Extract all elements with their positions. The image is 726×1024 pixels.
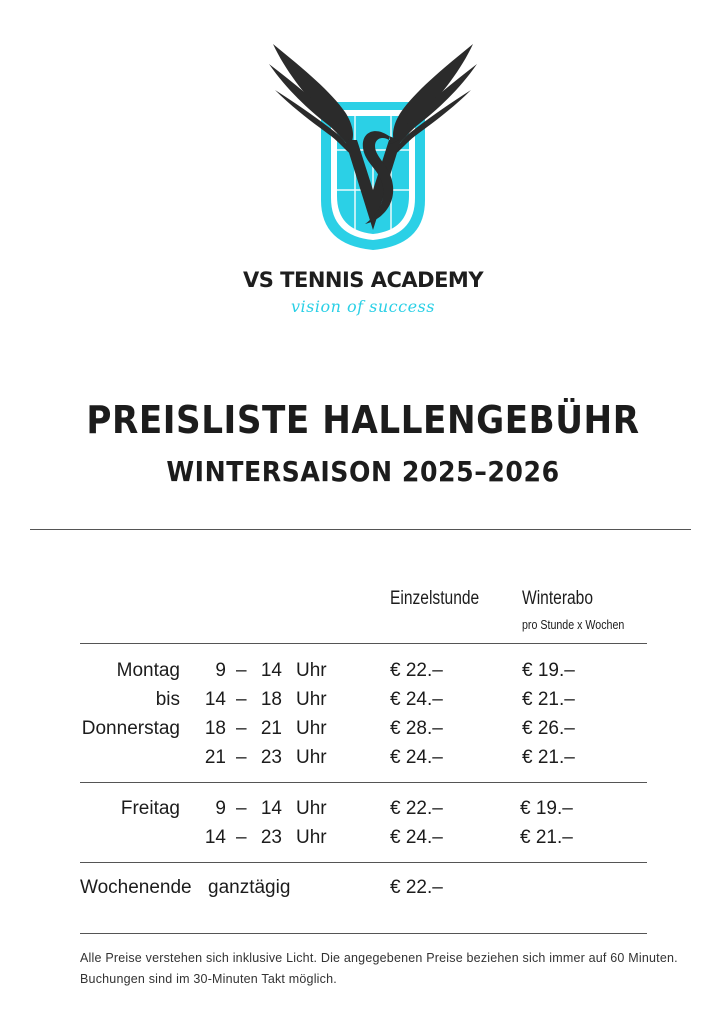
footer-line: Alle Preise verstehen sich inklusive Licht. Die angegebenen Preise beziehen sich immer auf 60 Minuten. — [80, 951, 678, 965]
price-single: € 28.– — [390, 718, 443, 739]
footer-note — [80, 948, 680, 990]
time-unit: Uhr — [296, 718, 327, 739]
price-season: € 26.– — [522, 718, 575, 739]
time-to: 14 — [260, 660, 282, 681]
price-season: € 19.– — [520, 798, 573, 819]
weekend-time: ganztägig — [208, 877, 291, 898]
weekday-divider — [80, 782, 647, 783]
price-single: € 22.– — [390, 798, 443, 819]
time-to: 23 — [260, 747, 282, 768]
time-dash: – — [236, 747, 247, 768]
swan-shield-logo-icon — [265, 40, 481, 258]
header-divider — [80, 643, 647, 644]
friday-divider — [80, 862, 647, 863]
footer-line: Buchungen sind im 30-Minuten Takt möglich. — [80, 972, 337, 986]
weekend-label: Wochenende — [80, 877, 192, 898]
top-divider — [30, 529, 691, 530]
price-single: € 24.– — [390, 747, 443, 768]
brand-tagline: vision of success — [291, 297, 435, 316]
time-to: 14 — [260, 798, 282, 819]
time-dash: – — [236, 689, 247, 710]
price-season: € 21.– — [522, 689, 575, 710]
time-to: 21 — [260, 718, 282, 739]
time-dash: – — [236, 718, 247, 739]
price-single: € 24.– — [390, 827, 443, 848]
time-from: 9 — [215, 660, 226, 681]
time-to: 18 — [260, 689, 282, 710]
time-from: 18 — [204, 718, 226, 739]
time-unit: Uhr — [296, 827, 327, 848]
price-single: € 24.– — [390, 689, 443, 710]
price-single: € 22.– — [390, 877, 443, 898]
column-header-season: Winterabo — [522, 588, 594, 609]
time-unit: Uhr — [296, 660, 327, 681]
weekday-label: Donnerstag — [81, 718, 180, 739]
price-season: € 19.– — [522, 660, 575, 681]
column-header-single: Einzelstunde — [390, 588, 480, 609]
weekday-label: Montag — [116, 660, 180, 681]
page-title: PREISLISTE HALLENGEBÜHR — [86, 398, 640, 442]
academy-logo — [265, 40, 481, 258]
time-unit: Uhr — [296, 689, 327, 710]
column-header-season-note: pro Stunde x Wochen — [522, 617, 625, 632]
page-subtitle: WINTERSAISON 2025–2026 — [166, 455, 560, 488]
time-from: 14 — [204, 827, 226, 848]
time-unit: Uhr — [296, 798, 327, 819]
time-from: 21 — [204, 747, 226, 768]
price-season: € 21.– — [522, 747, 575, 768]
brand-name: VS TENNIS ACADEMY — [242, 268, 484, 292]
time-dash: – — [236, 660, 247, 681]
time-unit: Uhr — [296, 747, 327, 768]
time-to: 23 — [260, 827, 282, 848]
friday-label: Freitag — [120, 798, 180, 819]
weekday-label: bis — [155, 689, 180, 710]
price-single: € 22.– — [390, 660, 443, 681]
time-dash: – — [236, 798, 247, 819]
time-from: 14 — [204, 689, 226, 710]
time-dash: – — [236, 827, 247, 848]
time-from: 9 — [215, 798, 226, 819]
bottom-divider — [80, 933, 647, 934]
price-season: € 21.– — [520, 827, 573, 848]
